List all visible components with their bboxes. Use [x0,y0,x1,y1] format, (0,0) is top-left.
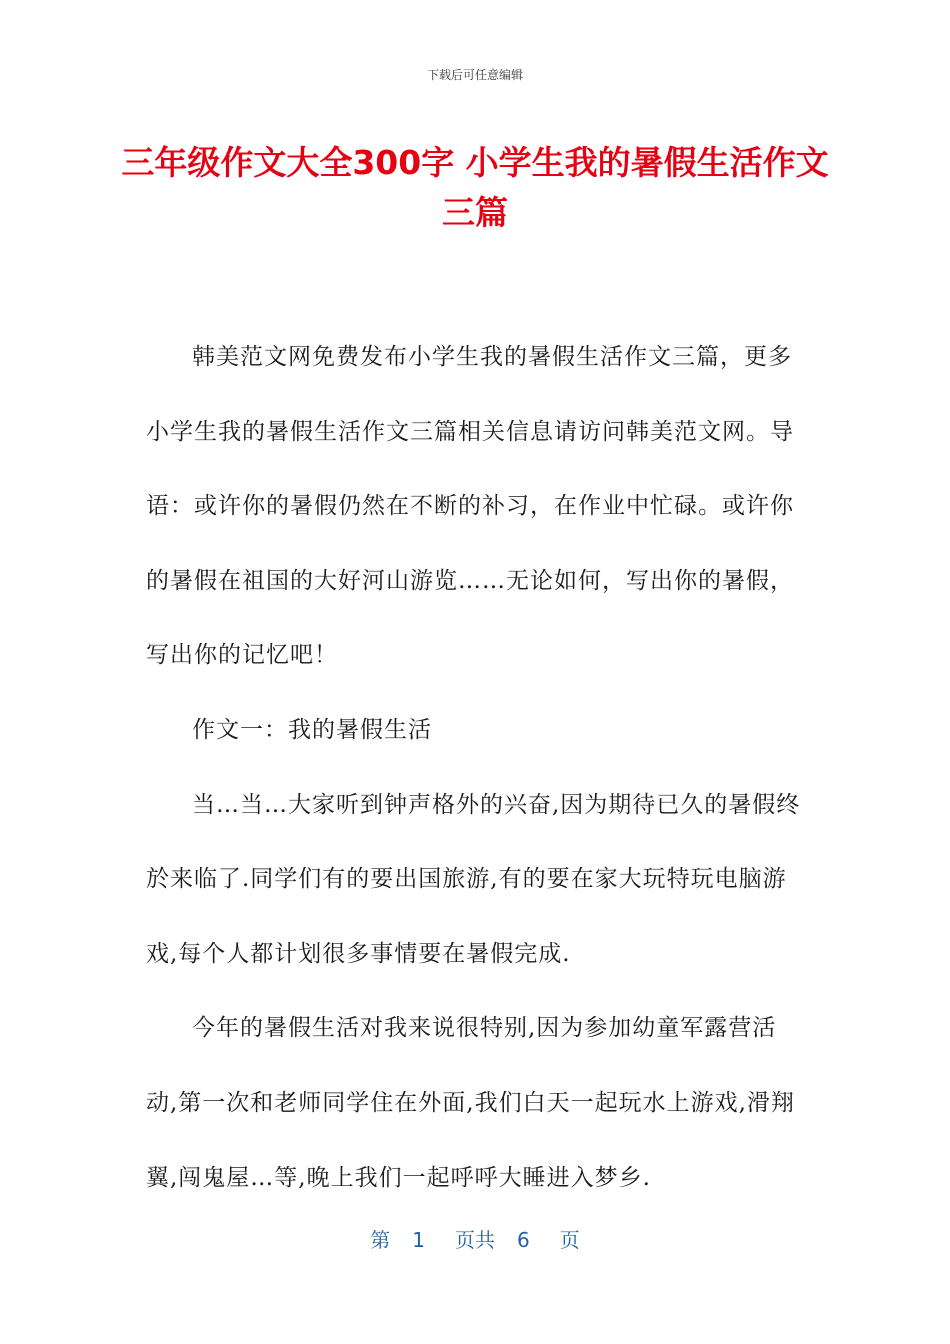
paragraph-body-2: 今年的暑假生活对我来说很特别,因为参加幼童军露营活动,第一次和老师同学住在外面,我们白天一起玩水上游戏,滑翔翼,闯鬼屋…等,晚上我们一起呼呼大睡进入梦乡. [146,1015,795,1191]
page-middle: 页共 [455,1228,495,1252]
page-footer [0,1224,950,1253]
page-suffix: 页 [559,1228,580,1252]
header-note: 下载后可任意编辑 [426,68,523,82]
paragraph-essay-heading: 作文一：我的暑假生活 [192,716,432,743]
document-title: 三年级作文大全300字 小学生我的暑假生活作文三篇 [121,143,829,232]
document-body [146,320,806,1215]
current-page-number: 1 [412,1228,425,1252]
paragraph-intro: 韩美范文网免费发布小学生我的暑假生活作文三篇，更多小学生我的暑假生活作文三篇相关信息请访问韩美范文网。导语：或许你的暑假仍然在不断的补习，在作业中忙碌。或许你的暑假在祖国的大好河山游览……无论如何，写出你的暑假，写出你的记忆吧！ [146,344,794,669]
page-prefix: 第 [370,1228,391,1252]
paragraph-body-1: 当…当…大家听到钟声格外的兴奋,因为期待已久的暑假终於来临了.同学们有的要出国旅游,有的要在家大玩特玩电脑游戏,每个人都计划很多事情要在暑假完成. [146,791,801,967]
total-pages-number: 6 [517,1228,530,1252]
